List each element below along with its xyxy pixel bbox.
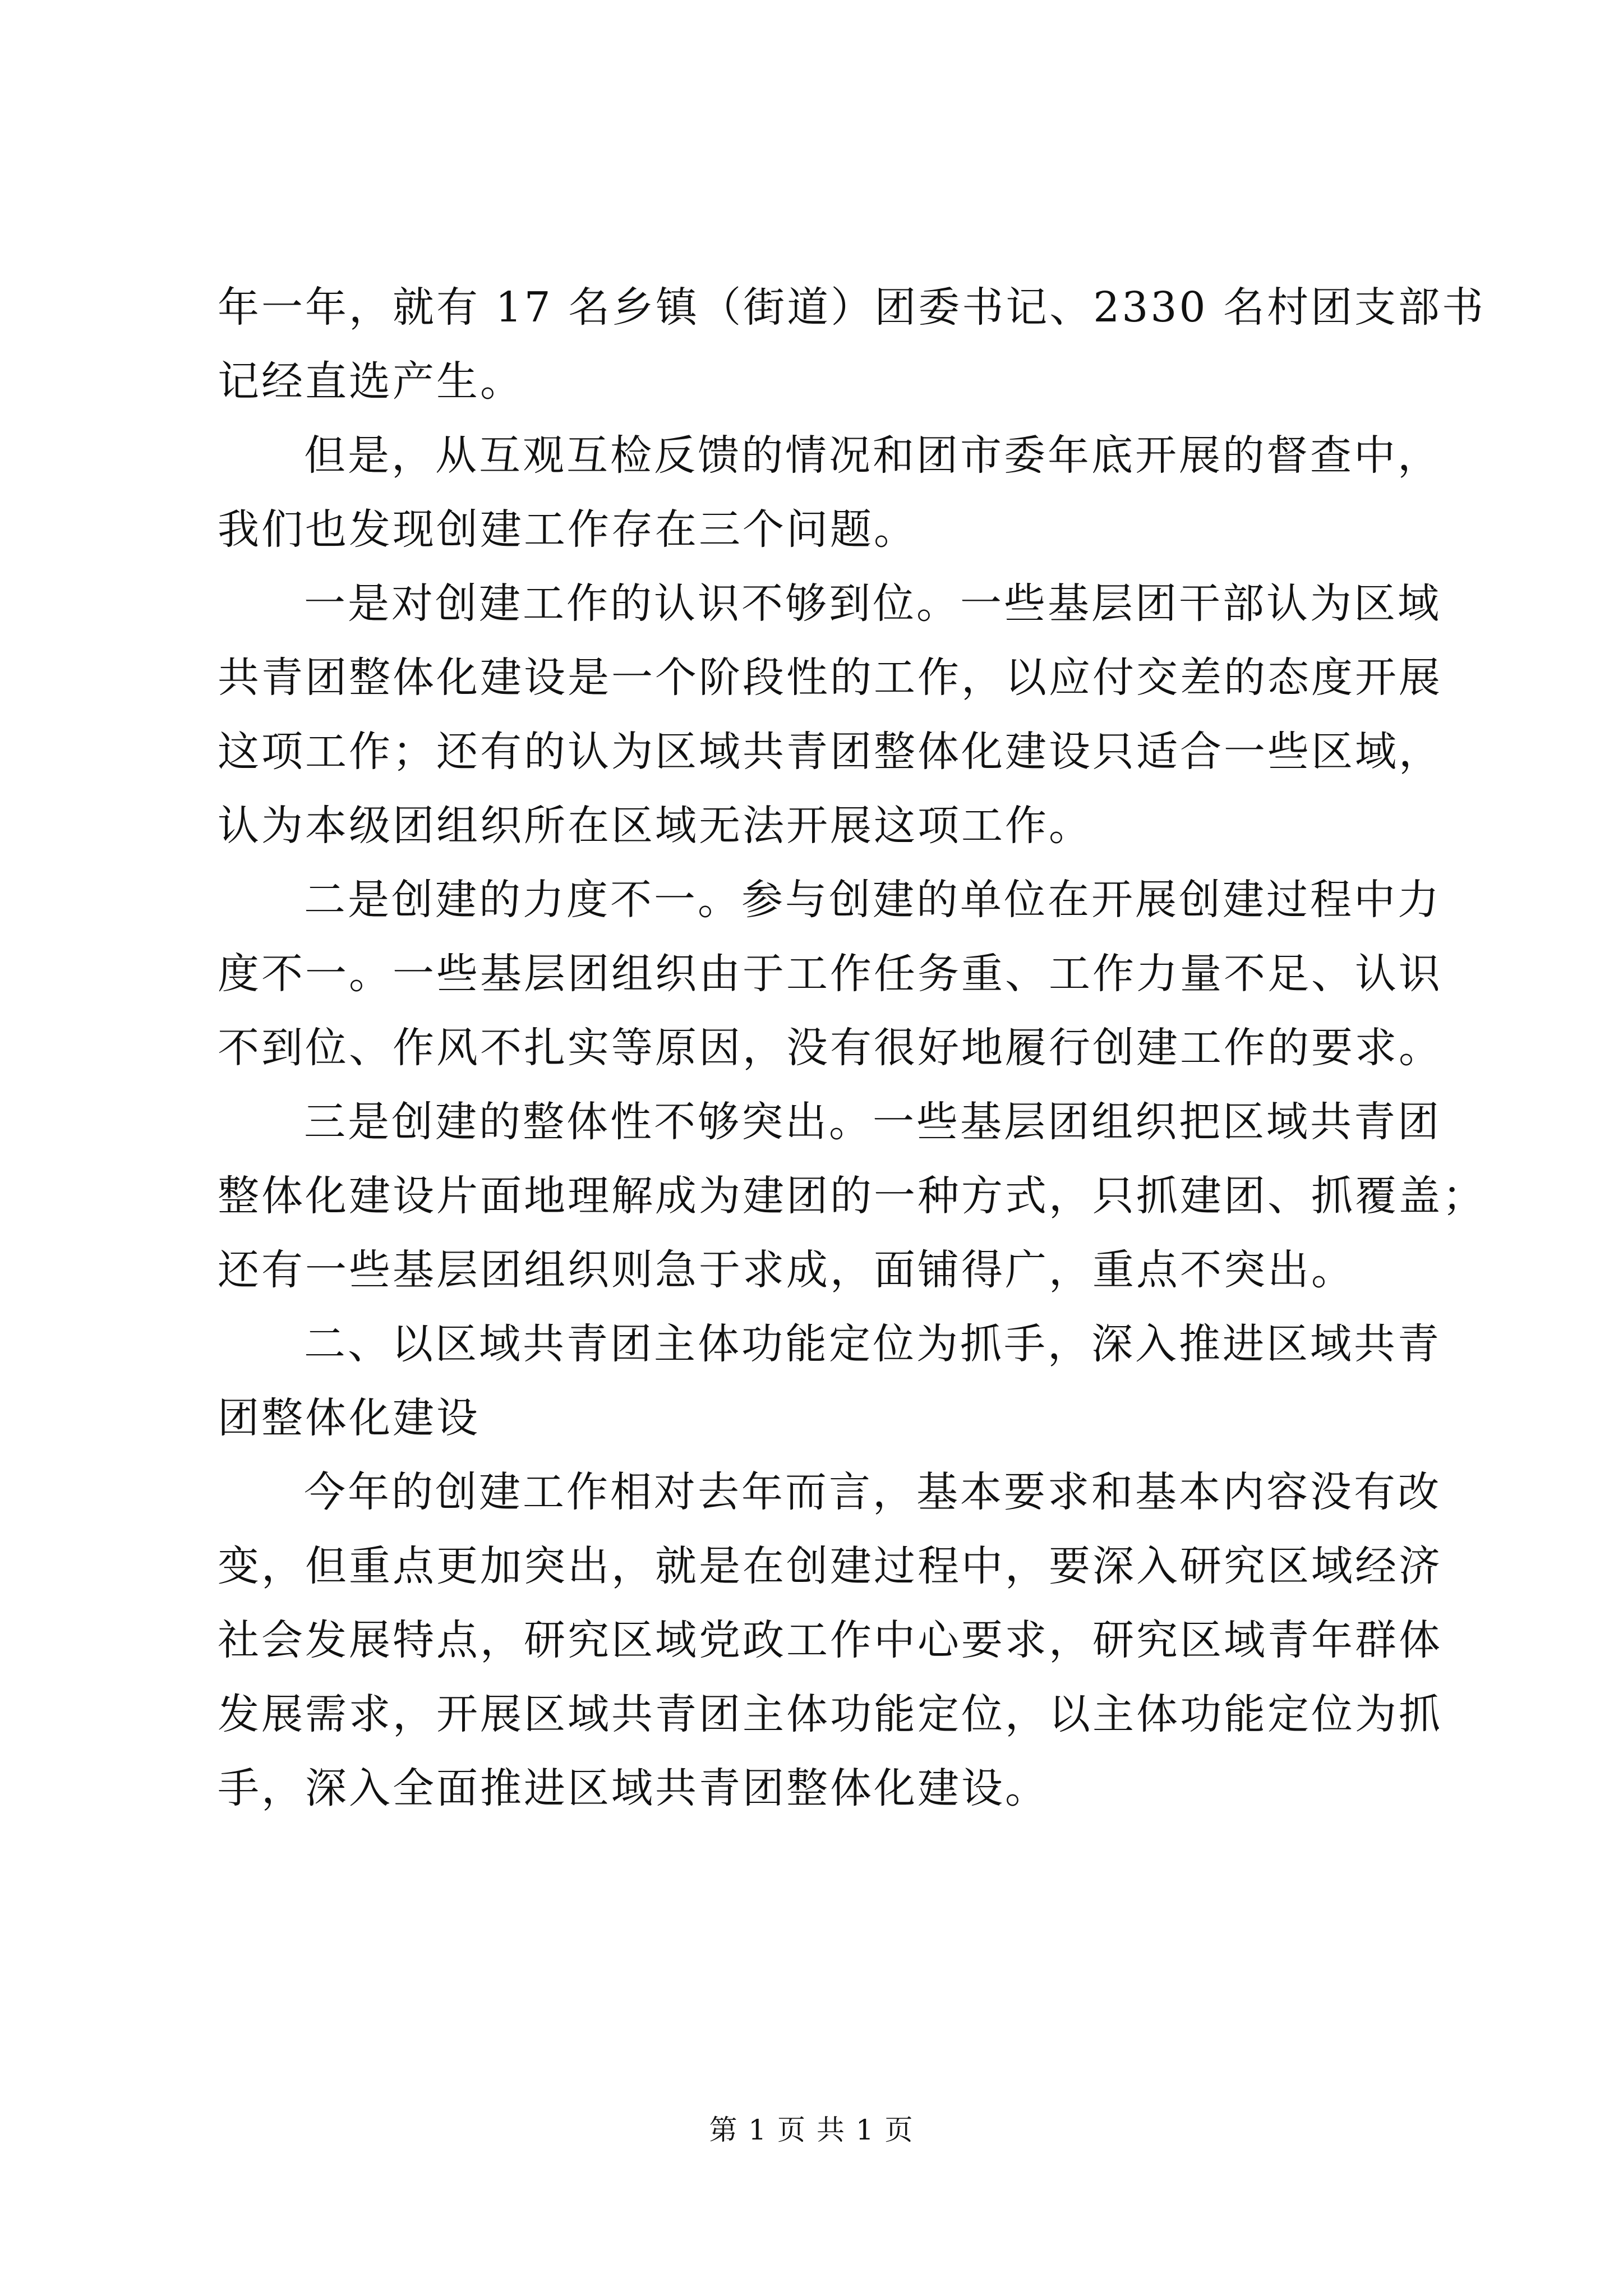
text-line: 我们也发现创建工作存在三个问题。	[218, 505, 917, 554]
text-line: 度不一。一些基层团组织由于工作任务重、工作力量不足、认识	[218, 950, 1442, 998]
section-heading-continued: 团整体化建设	[218, 1394, 480, 1442]
text-line: 变，但重点更加突出，就是在创建过程中，要深入研究区域经济	[218, 1542, 1442, 1590]
text-line: 整体化建设片面地理解成为建团的一种方式，只抓建团、抓覆盖；	[218, 1172, 1486, 1220]
text-line: 不到位、作风不扎实等原因，没有很好地履行创建工作的要求。	[218, 1024, 1442, 1072]
text-line: 社会发展特点，研究区域党政工作中心要求，研究区域青年群体	[218, 1616, 1442, 1664]
paragraph-first-line: 三是创建的整体性不够突出。一些基层团组织把区域共青团	[304, 1098, 1441, 1146]
paragraph-first-line: 二是创建的力度不一。参与创建的单位在开展创建过程中力	[304, 876, 1441, 924]
paragraph-first-line: 但是，从互观互检反馈的情况和团市委年底开展的督查中，	[304, 431, 1441, 480]
section-heading: 二、以区域共青团主体功能定位为抓手，深入推进区域共青	[304, 1320, 1441, 1368]
text-line: 发展需求，开展区域共青团主体功能定位，以主体功能定位为抓	[218, 1690, 1442, 1738]
text-line: 认为本级团组织所在区域无法开展这项工作。	[218, 802, 1092, 850]
paragraph-first-line: 今年的创建工作相对去年而言，基本要求和基本内容没有改	[304, 1468, 1441, 1516]
paragraph-first-line: 一是对创建工作的认识不够到位。一些基层团干部认为区域	[304, 579, 1441, 628]
page-footer: 第 1 页 共 1 页	[709, 2114, 914, 2146]
text-line: 这项工作；还有的认为区域共青团整体化建设只适合一些区域，	[218, 728, 1442, 776]
text-line: 还有一些基层团组织则急于求成，面铺得广，重点不突出。	[218, 1246, 1355, 1294]
text-line: 手，深入全面推进区域共青团整体化建设。	[218, 1764, 1049, 1812]
text-line: 记经直选产生。	[218, 357, 524, 406]
text-line: 共青团整体化建设是一个阶段性的工作，以应付交差的态度开展	[218, 654, 1442, 702]
document-body	[218, 270, 1486, 1825]
text-line: 年一年，就有 17 名乡镇（街道）团委书记、2330 名村团支部书	[218, 283, 1486, 332]
